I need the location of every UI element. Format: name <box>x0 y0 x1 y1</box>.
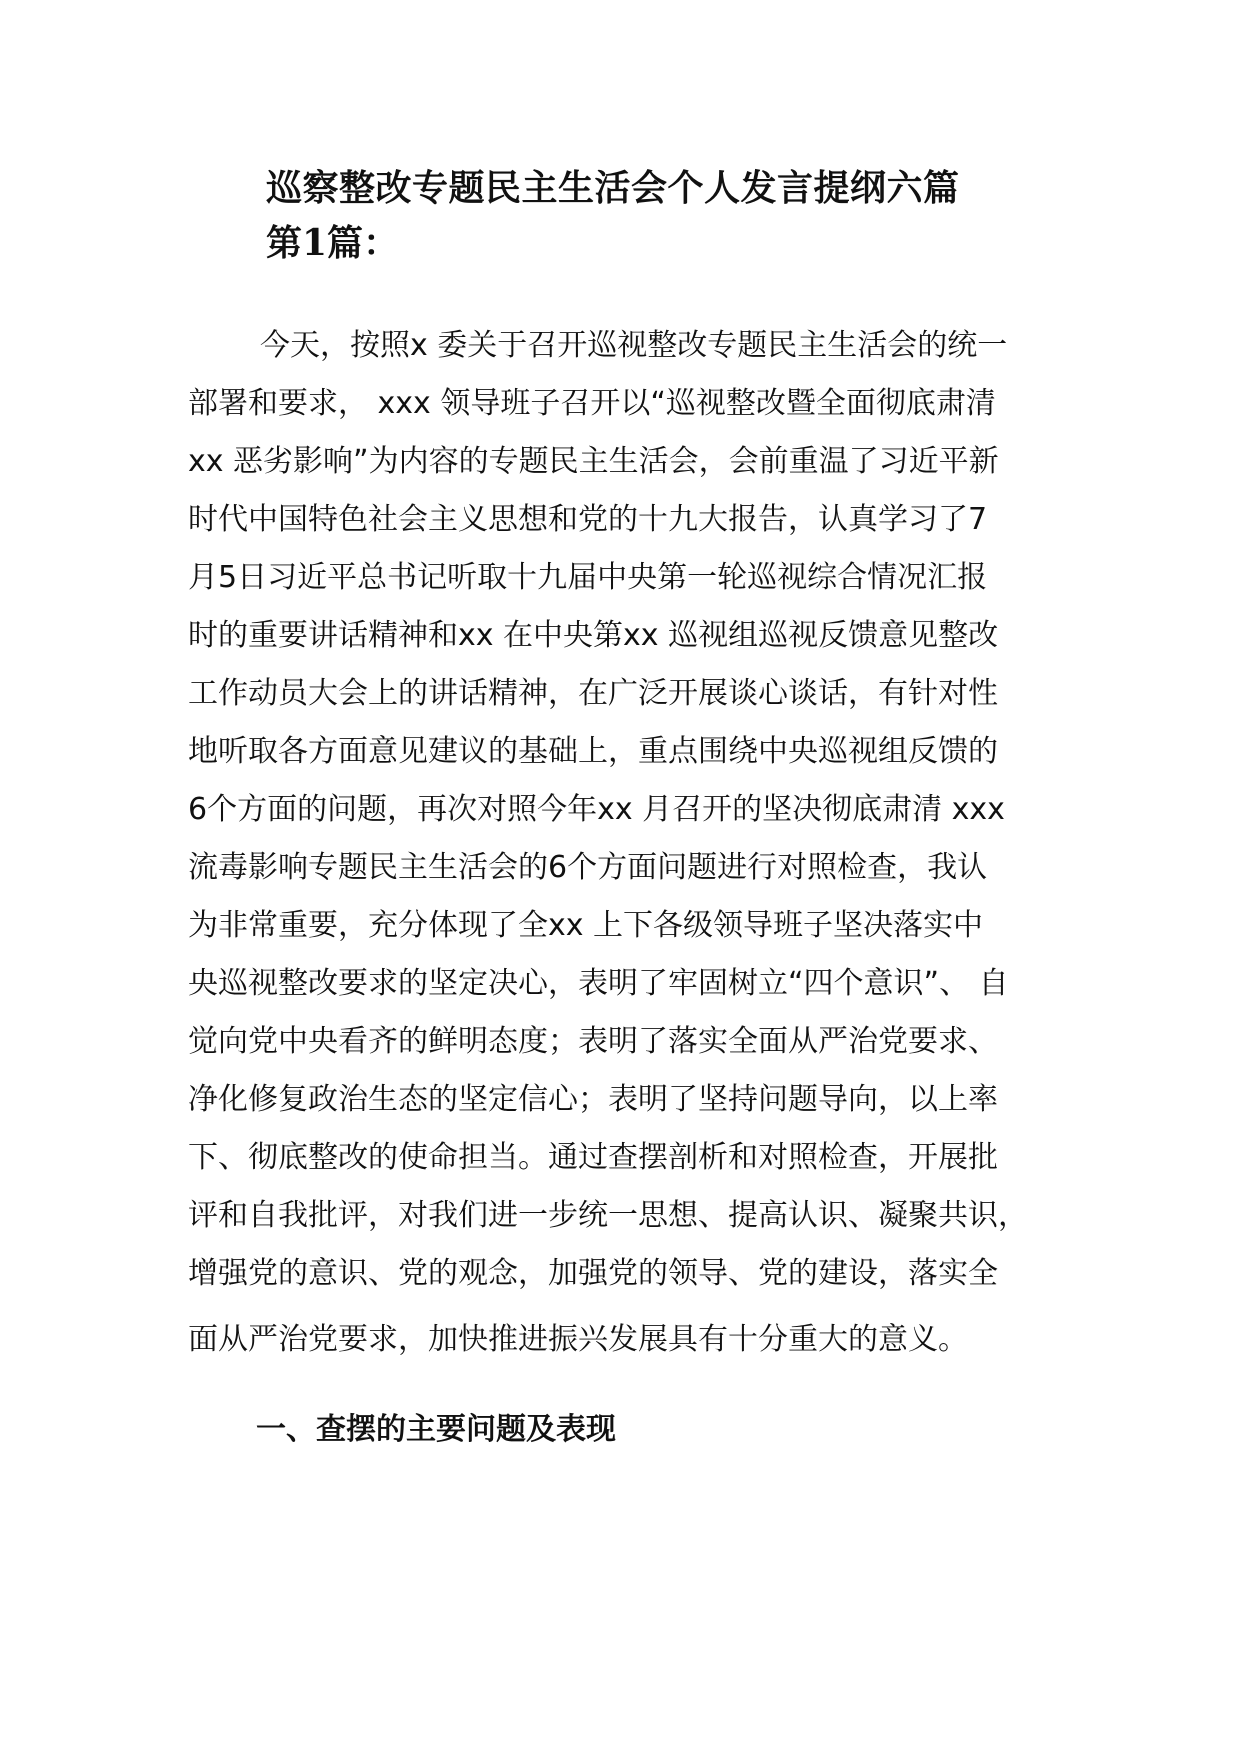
paragraph-line: 今天，按照x 委关于召开巡视整改专题民主生活会的统一 <box>260 328 1008 363</box>
paragraph-line: 流毒影响专题民主生活会的6个方面问题进行对照检查，我认 <box>188 850 988 885</box>
paragraph-line: 面从严治党要求，加快推进振兴发展具有十分重大的意义。 <box>188 1322 968 1357</box>
paragraph-line: xx 恶劣影响”为内容的专题民主生活会，会前重温了习近平新 <box>188 444 999 479</box>
paragraph-line: 6个方面的问题，再次对照今年xx 月召开的坚决彻底肃清 xxx <box>188 792 1005 827</box>
paragraph-line: 央巡视整改要求的坚定决心，表明了牢固树立“四个意识”、 自 <box>188 966 1009 1001</box>
paragraph-line: 为非常重要，充分体现了全xx 上下各级领导班子坚决落实中 <box>188 908 984 943</box>
section-heading: 一、查摆的主要问题及表现 <box>256 1412 616 1447</box>
document-title: 巡察整改专题民主生活会个人发言提纲六篇 <box>266 167 960 209</box>
paragraph-line: 净化修复政治生态的坚定信心；表明了坚持问题导向，以上率 <box>188 1082 998 1117</box>
paragraph-line: 工作动员大会上的讲话精神，在广泛开展谈心谈话，有针对性 <box>188 676 998 711</box>
paragraph-line: 增强党的意识、党的观念，加强党的领导、党的建设，落实全 <box>188 1256 998 1291</box>
paragraph-line: 地听取各方面意见建议的基础上，重点围绕中央巡视组反馈的 <box>188 734 998 769</box>
paragraph-line: 下、彻底整改的使命担当。通过查摆剖析和对照检查，开展批 <box>188 1140 998 1175</box>
body-paragraph <box>188 317 1068 1369</box>
paragraph-line: 时的重要讲话精神和xx 在中央第xx 巡视组巡视反馈意见整改 <box>188 618 999 653</box>
paragraph-line: 觉向党中央看齐的鲜明态度；表明了落实全面从严治党要求、 <box>188 1024 998 1059</box>
document-subtitle: 第1篇： <box>266 222 400 264</box>
paragraph-line: 月5日习近平总书记听取十九届中央第一轮巡视综合情况汇报 <box>188 560 988 595</box>
paragraph-line: 时代中国特色社会主义思想和党的十九大报告，认真学习了7 <box>188 502 988 537</box>
paragraph-line: 部署和要求， xxx 领导班子召开以“巡视整改暨全面彻底肃清 <box>188 386 996 421</box>
paragraph-line: 评和自我批评，对我们进一步统一思想、提高认识、凝聚共识， <box>188 1198 1028 1233</box>
